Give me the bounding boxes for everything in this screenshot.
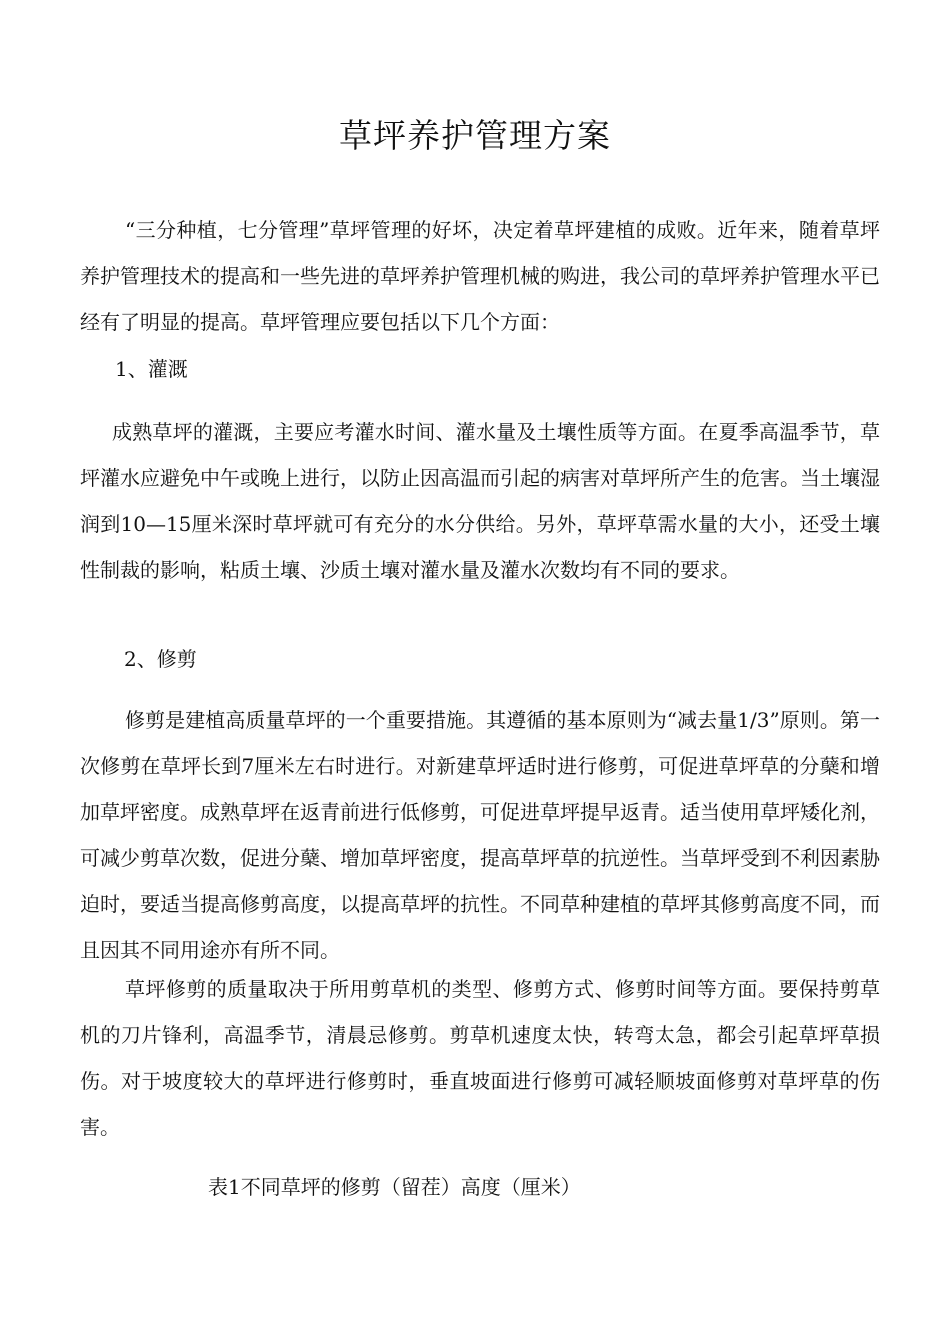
section-heading-mowing: 2、修剪 xyxy=(124,647,197,671)
intro-paragraph: “三分种植，七分管理”草坪管理的好坏，决定着草坪建植的成败。近年来，随着草坪养护管理技术的提高和一些先进的草坪养护管理机械的购进，我公司的草坪养护管理水平已经有了明显的提高。草坪管理应要包括以下几个方面： xyxy=(80,218,880,334)
irrigation-paragraph: 成熟草坪的灌溉，主要应考灌水时间、灌水量及土壤性质等方面。在夏季高温季节，草坪灌水应避免中午或晚上进行，以防止因高温而引起的病害对草坪所产生的危害。当土壤湿润到10—15厘米深时草坪就可有充分的水分供给。另外，草坪草需水量的大小，还受土壤性制裁的影响，粘质土壤、沙质土壤对灌水量及灌水次数均有不同的要求。 xyxy=(80,420,880,582)
table-caption: 表1不同草坪的修剪（留茬）高度（厘米） xyxy=(208,1175,581,1199)
mowing-paragraph-2: 草坪修剪的质量取决于所用剪草机的类型、修剪方式、修剪时间等方面。要保持剪草机的刀片锋利，高温季节，清晨忌修剪。剪草机速度太快，转弯太急，都会引起草坪草损伤。对于坡度较大的草坪进行修剪时，垂直坡面进行修剪可减轻顺坡面修剪对草坪草的伤害。 xyxy=(80,977,880,1139)
document-title: 草坪养护管理方案 xyxy=(339,116,611,155)
section-heading-irrigation: 1、灌溉 xyxy=(115,357,188,381)
mowing-paragraph-1: 修剪是建植高质量草坪的一个重要措施。其遵循的基本原则为“减去量1/3”原则。第一次修剪在草坪长到7厘米左右时进行。对新建草坪适时进行修剪，可促进草坪草的分蘖和增加草坪密度。成熟草坪在返青前进行低修剪，可促进草坪提早返青。适当使用草坪矮化剂，可减少剪草次数，促进分蘖、增加草坪密度，提高草坪草的抗逆性。当草坪受到不利因素胁迫时，要适当提高修剪高度，以提高草坪的抗性。不同草种建植的草坪其修剪高度不同，而且因其不同用途亦有所不同。 xyxy=(80,708,880,962)
